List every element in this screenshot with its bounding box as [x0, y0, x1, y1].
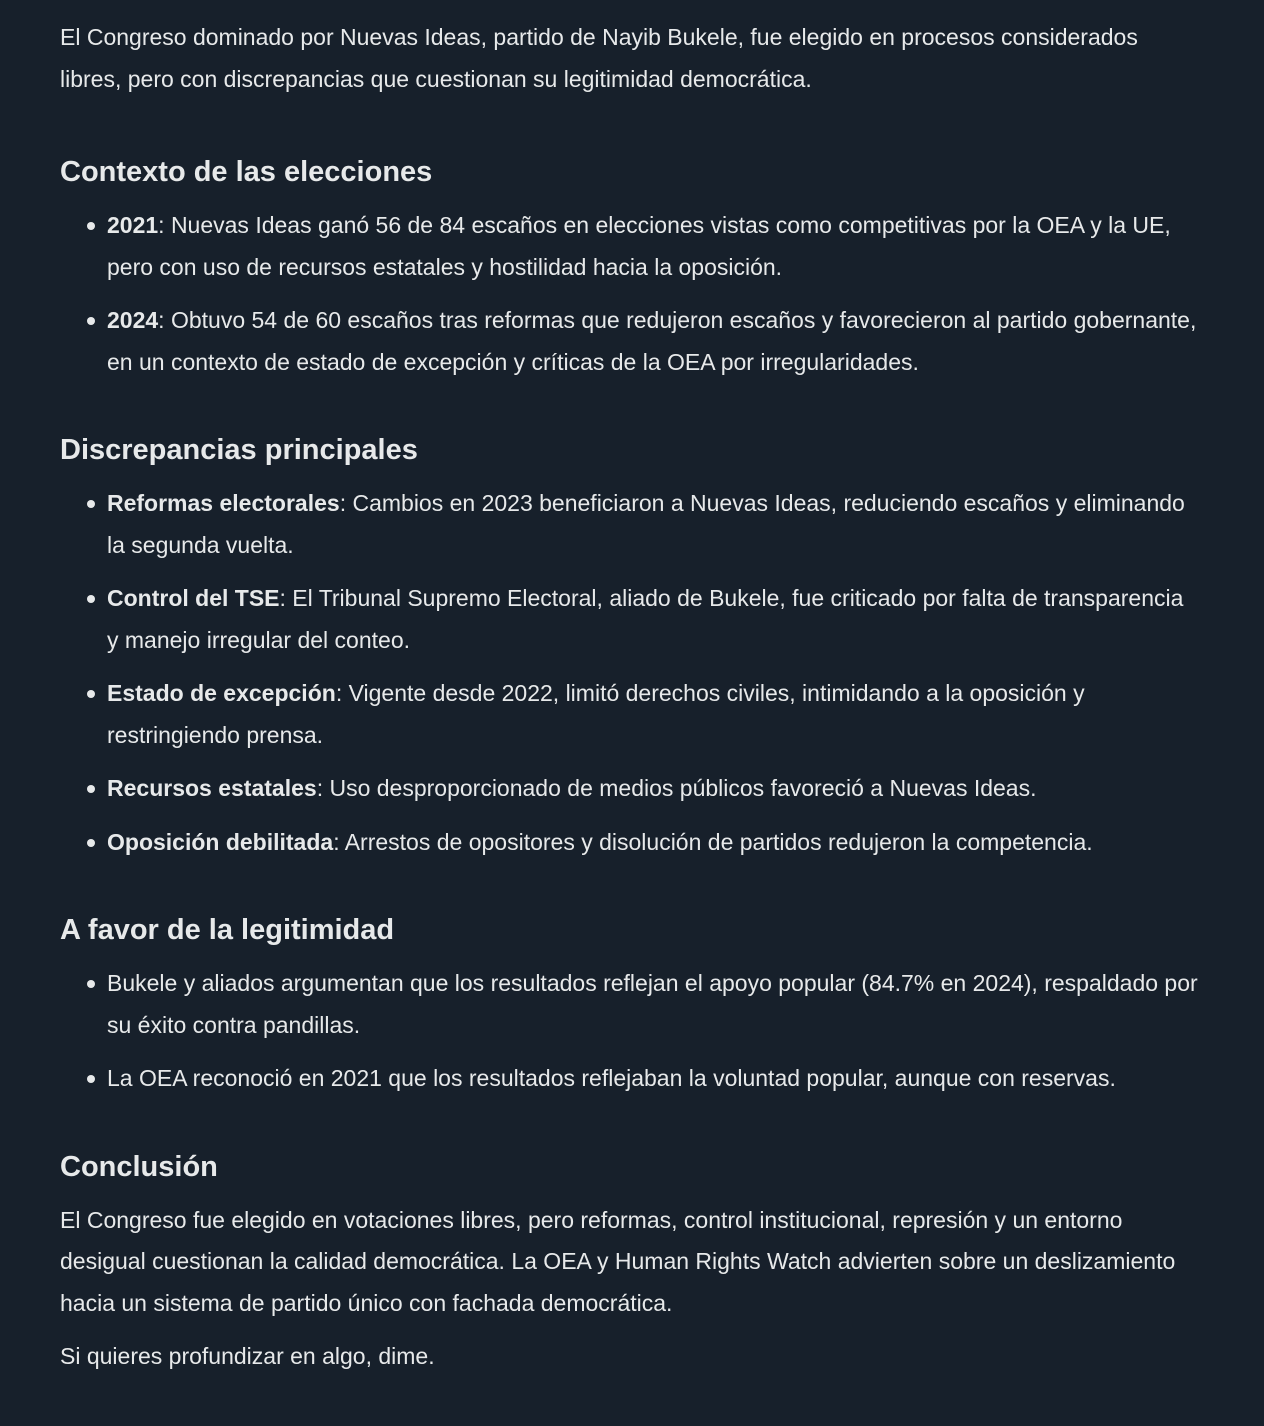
- bullet-icon: [87, 980, 95, 988]
- item-text: : Obtuvo 54 de 60 escaños tras reformas que redujeron escaños y favorecieron al partido gobernante, en un contexto de estado de excepción y críticas de la OEA por irregularidades.: [107, 307, 1197, 375]
- section-heading-legitimidad: A favor de la legitimidad: [60, 914, 395, 946]
- bullet-icon: [87, 1075, 95, 1083]
- item-label: 2024: [107, 307, 159, 333]
- list-item: [60, 300, 1200, 383]
- discrepancias-list: [60, 483, 1200, 863]
- list-item: [60, 483, 1200, 566]
- list-item: [60, 963, 1200, 1046]
- legitimidad-list: [60, 963, 1200, 1100]
- closing-paragraph: Si quieres profundizar en algo, dime.: [60, 1343, 435, 1369]
- item-label: Oposición debilitada: [107, 828, 334, 855]
- item-text: : Vigente desde 2022, limitó derechos civiles, intimidando a la oposición y restringiendo prensa.: [107, 680, 1085, 748]
- item-text: : Arrestos de opositores y disolución de partidos redujeron la competencia.: [333, 828, 1093, 855]
- item-text: : Uso desproporcionado de medios públicos favoreció a Nuevas Ideas.: [316, 775, 1037, 801]
- bullet-icon: [87, 317, 95, 325]
- bullet-icon: [87, 839, 95, 847]
- list-item: [60, 1058, 1200, 1100]
- item-label: Control del TSE: [107, 585, 280, 611]
- item-label: Estado de excepción: [107, 680, 336, 706]
- list-item: [60, 673, 1200, 756]
- item-label: Reformas electorales: [107, 490, 340, 516]
- list-item: [60, 578, 1200, 661]
- bullet-icon: [87, 595, 95, 603]
- bullet-icon: [87, 500, 95, 508]
- contexto-list: [60, 205, 1200, 383]
- list-item: [60, 822, 1200, 864]
- item-text: Bukele y aliados argumentan que los resultados reflejan el apoyo popular (84.7% en 2024), respaldado por su éxito contra pandillas.: [107, 970, 1198, 1038]
- response-body: [60, 0, 1200, 1378]
- item-label: Recursos estatales: [107, 775, 317, 801]
- bullet-icon: [87, 222, 95, 230]
- item-text: : Cambios en 2023 beneficiaron a Nuevas Ideas, reduciendo escaños y eliminando la segunda vuelta.: [107, 490, 1185, 558]
- item-label: 2021: [107, 212, 159, 238]
- conclusion-paragraph: El Congreso fue elegido en votaciones libres, pero reformas, control institucional, represión y un entorno desigual cuestionan la calidad democrática. La OEA y Human Rights Watch advierten sobre un deslizamiento hacia un sistema de partido único con fachada democrática.: [60, 1206, 1176, 1316]
- section-heading-contexto: Contexto de las elecciones: [60, 156, 433, 188]
- list-item: [60, 768, 1200, 810]
- item-text: : Nuevas Ideas ganó 56 de 84 escaños en elecciones vistas como competitivas por la OEA y la UE, pero con uso de recursos estatales y hostilidad hacia la oposición.: [107, 212, 1171, 280]
- list-item: [60, 205, 1200, 288]
- section-heading-discrepancias: Discrepancias principales: [60, 434, 418, 466]
- bullet-icon: [87, 785, 95, 793]
- intro-paragraph: El Congreso dominado por Nuevas Ideas, partido de Nayib Bukele, fue elegido en procesos considerados libres, pero con discrepancias que cuestionan su legitimidad democrática.: [60, 24, 1138, 92]
- section-heading-conclusion: Conclusión: [60, 1150, 218, 1183]
- item-text: La OEA reconoció en 2021 que los resultados reflejaban la voluntad popular, aunque con reservas.: [107, 1065, 1116, 1091]
- bullet-icon: [87, 690, 95, 698]
- item-text: : El Tribunal Supremo Electoral, aliado de Bukele, fue criticado por falta de transparencia y manejo irregular del conteo.: [107, 585, 1184, 653]
